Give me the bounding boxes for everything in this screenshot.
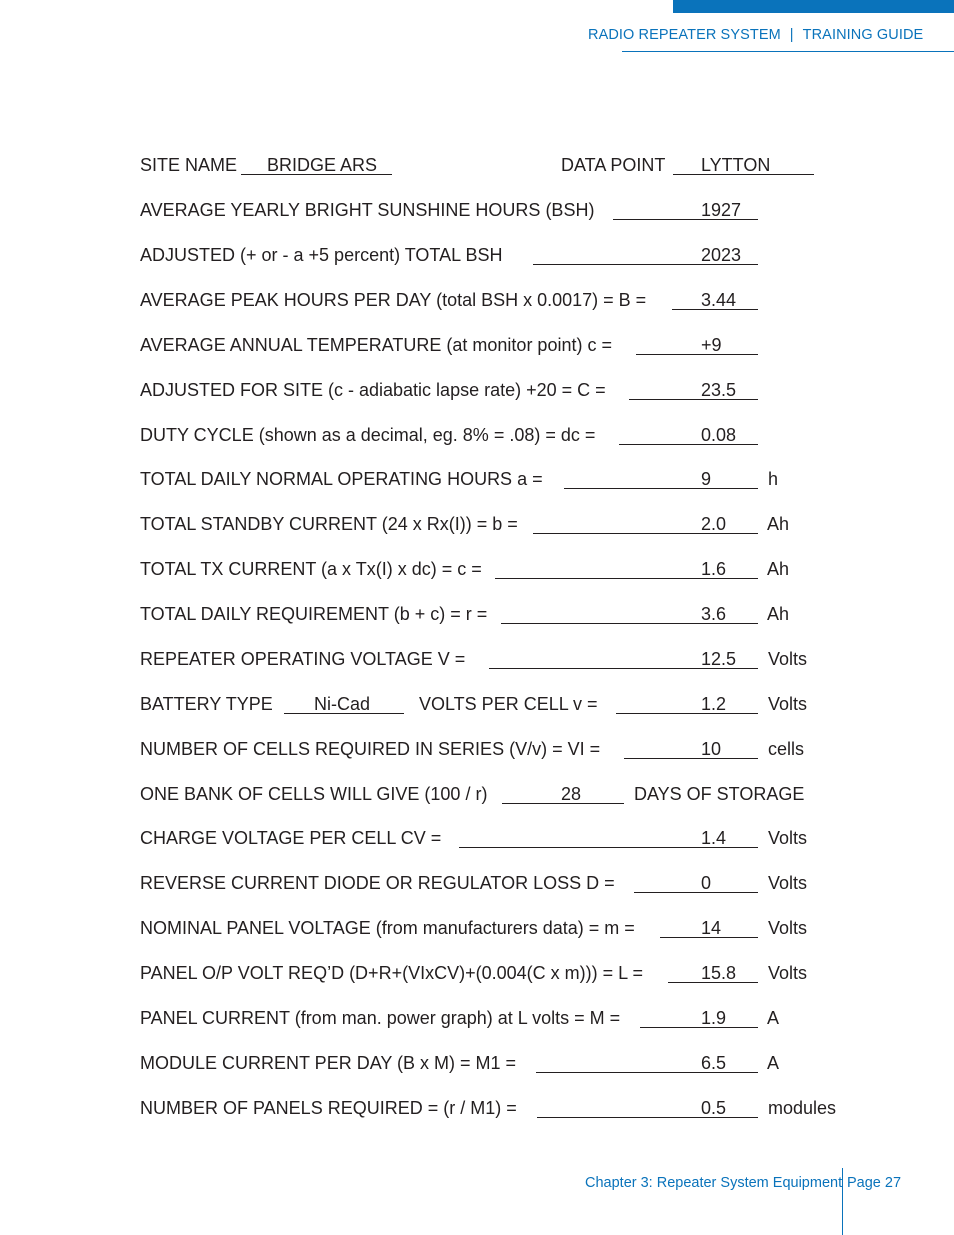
row-label: TOTAL TX CURRENT (a x Tx(I) x dc) = c = [140,559,482,579]
row-label: ADJUSTED (+ or - a +5 percent) TOTAL BSH [140,245,503,265]
row-unit: A [767,1053,780,1073]
row-label: DUTY CYCLE (shown as a decimal, eg. 8% = .08) = dc = [140,425,596,445]
row-value: 15.8 [701,963,737,983]
row-label: NOMINAL PANEL VOLTAGE (from manufacturers data) = m = [140,918,635,938]
row-value: 10 [701,739,722,759]
row-value: 3.44 [701,290,737,310]
row-unit: cells [768,739,805,759]
row-value: +9 [701,335,722,355]
site-name-value: BRIDGE ARS [267,155,378,175]
row-suffix: DAYS OF STORAGE [634,784,805,804]
row-value: 0.08 [701,425,737,445]
header-separator: | [789,27,794,43]
site-name-label: SITE NAME [140,155,238,175]
row-value: 1.4 [701,828,727,848]
row-label: TOTAL DAILY NORMAL OPERATING HOURS a = [140,469,543,489]
row-label: AVERAGE ANNUAL TEMPERATURE (at monitor point) c = [140,335,612,355]
footer-rule [842,1168,843,1235]
row-label: NUMBER OF CELLS REQUIRED IN SERIES (V/v) = VI = [140,739,601,759]
row-value: 0.5 [701,1098,727,1118]
row-label: ADJUSTED FOR SITE (c - adiabatic lapse rate) +20 = C = [140,380,606,400]
row-label: PANEL CURRENT (from man. power graph) at L volts = M = [140,1008,621,1028]
row-label: MODULE CURRENT PER DAY (B x M) = M1 = [140,1053,517,1073]
footer-page-number: Page 27 [847,1175,902,1191]
row-unit: Volts [768,963,808,983]
data-point-value: LYTTON [701,155,771,175]
footer-chapter: Chapter 3: Repeater System Equipment [585,1175,843,1191]
row-unit: h [768,469,779,489]
row-unit: Volts [768,918,808,938]
row-unit: Volts [768,649,808,669]
row-label: REPEATER OPERATING VOLTAGE V = [140,649,466,669]
row-value: 3.6 [701,604,727,624]
row-field[interactable] [619,423,758,445]
battery-type-value: Ni-Cad [314,694,371,714]
row-value: 2023 [701,245,742,265]
volts-per-cell-unit: Volts [768,694,808,714]
data-point-label: DATA POINT [561,155,666,175]
row-label: NUMBER OF PANELS REQUIRED = (r / M1) = [140,1098,517,1118]
row-label: TOTAL DAILY REQUIREMENT (b + c) = r = [140,604,488,624]
row-label: PANEL O/P VOLT REQ’D (D+R+(VIxCV)+(0.004(C x m))) = L = [140,963,643,983]
row-unit: Ah [767,559,790,579]
row-value: 1.9 [701,1008,727,1028]
row-value: 1927 [701,200,742,220]
row-field[interactable] [629,378,758,400]
row-field[interactable] [636,333,758,355]
row-unit: Ah [767,604,790,624]
row-value: 12.5 [701,649,737,669]
row-value: 28 [561,784,582,804]
row-label: AVERAGE YEARLY BRIGHT SUNSHINE HOURS (BSH) [140,200,595,220]
row-field[interactable] [634,871,758,893]
volts-per-cell-value: 1.2 [701,694,727,714]
row-unit: A [767,1008,780,1028]
row-unit: Volts [768,873,808,893]
row-unit: Ah [767,514,790,534]
row-value: 6.5 [701,1053,727,1073]
row-label: CHARGE VOLTAGE PER CELL CV = [140,828,442,848]
row-label: AVERAGE PEAK HOURS PER DAY (total BSH x 0.0017) = B = [140,290,647,310]
row-field[interactable] [640,1006,758,1028]
row-value: 23.5 [701,380,737,400]
row-label: TOTAL STANDBY CURRENT (24 x Rx(I)) = b = [140,514,518,534]
row-unit: modules [768,1098,837,1118]
row-unit: Volts [768,828,808,848]
row-value: 0 [701,873,712,893]
row-value: 14 [701,918,722,938]
row-value: 1.6 [701,559,727,579]
running-header [588,27,923,43]
row-label: REVERSE CURRENT DIODE OR REGULATOR LOSS D = [140,873,615,893]
header-accent-bar [673,0,954,13]
header-guide: TRAINING GUIDE [802,27,924,43]
battery-type-label: BATTERY TYPE [140,694,273,714]
volts-per-cell-field[interactable] [616,692,758,714]
row-field[interactable] [564,467,758,489]
row-value: 9 [701,469,712,489]
header-system: RADIO REPEATER SYSTEM [588,27,781,43]
row-label: ONE BANK OF CELLS WILL GIVE (100 / r) [140,784,488,804]
row-field[interactable] [624,737,758,759]
header-rule [622,51,954,52]
volts-per-cell-label: VOLTS PER CELL v = [419,694,598,714]
row-value: 2.0 [701,514,727,534]
